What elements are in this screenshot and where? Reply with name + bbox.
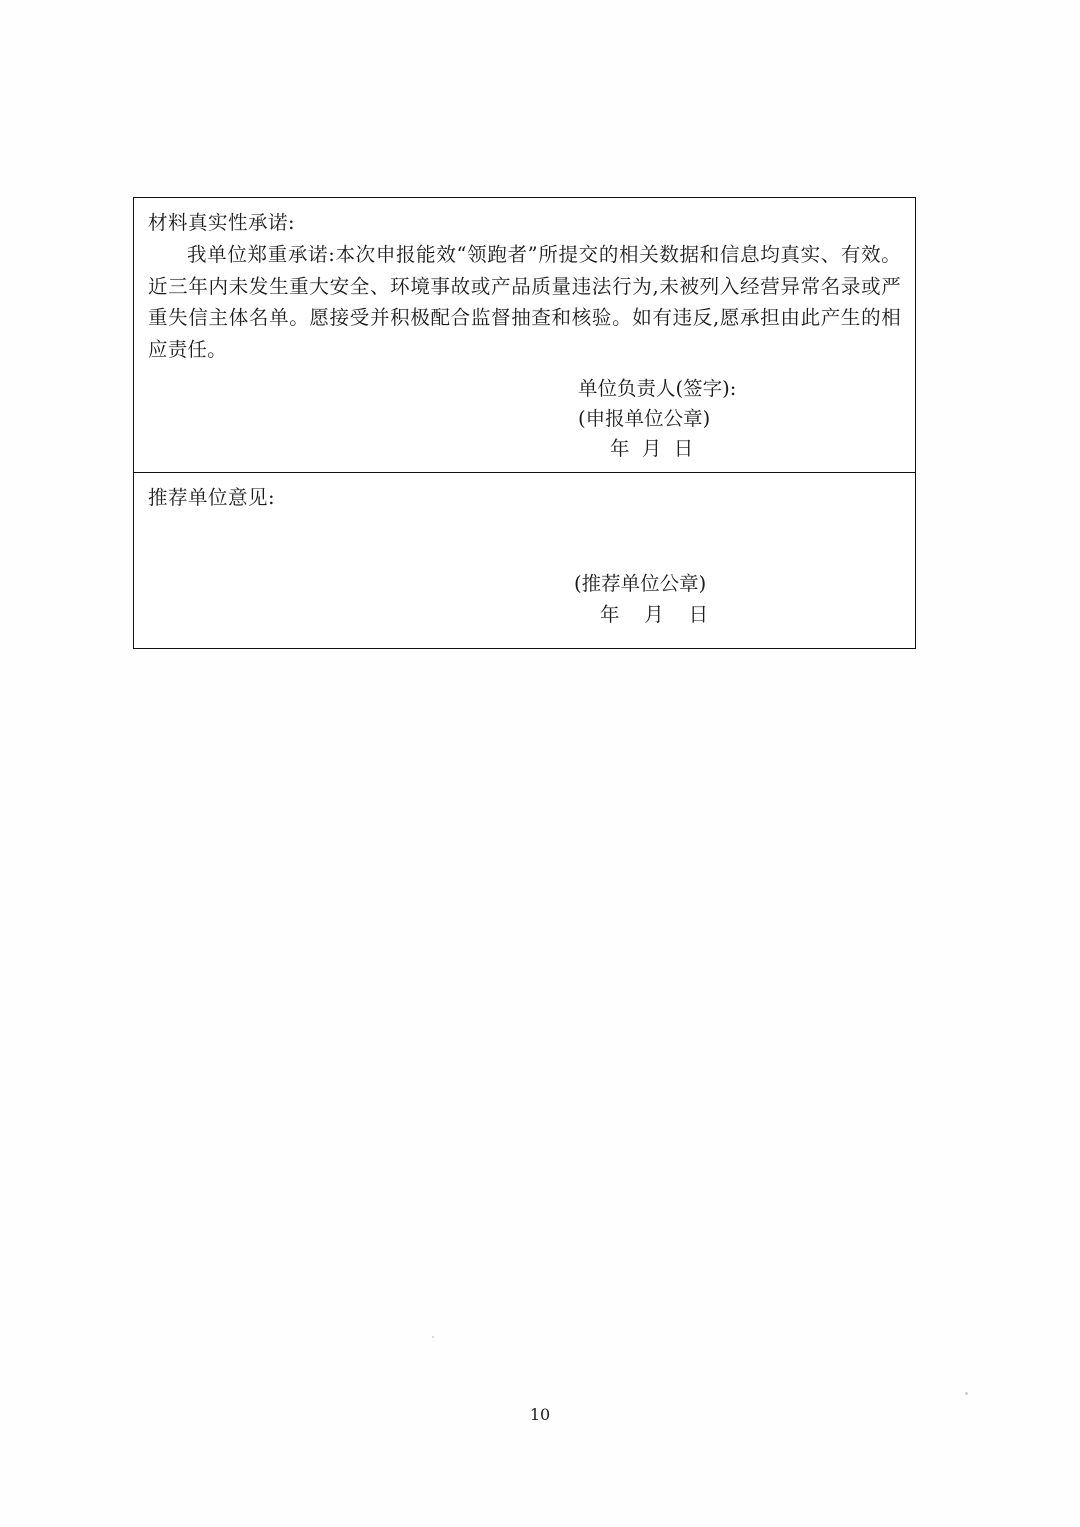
- recommendation-signature-block: [574, 568, 708, 630]
- commitment-heading: 材料真实性承诺:: [148, 211, 296, 234]
- commitment-signature-block: [148, 374, 901, 465]
- commitment-paragraph: 我单位郑重承诺:本次申报能效“领跑者”所提交的相关数据和信息均真实、有效。近三年内未发生重大安全、环境事故或产品质量违法行为,未被列入经营异常名录或严重失信主体名单。愿接受并积极配合监督抽查和核验。如有违反,愿承担由此产生的相应责任。: [148, 243, 901, 361]
- signature-label: 单位负责人(签字):: [578, 376, 737, 400]
- recommendation-date-label: 年 月 日: [600, 603, 709, 627]
- page-number: 10: [529, 1405, 551, 1424]
- commitment-date-label: 年 月 日: [610, 437, 694, 460]
- recommendation-heading: 推荐单位意见:: [148, 486, 276, 510]
- scan-speck: [965, 1392, 968, 1395]
- form-table: [133, 197, 916, 649]
- recommendation-row: [134, 473, 915, 648]
- applicant-seal-label: (申报单位公章): [578, 406, 711, 430]
- recommender-seal-label: (推荐单位公章): [574, 571, 707, 595]
- scan-speck: [432, 1336, 434, 1338]
- commitment-row: [134, 198, 915, 473]
